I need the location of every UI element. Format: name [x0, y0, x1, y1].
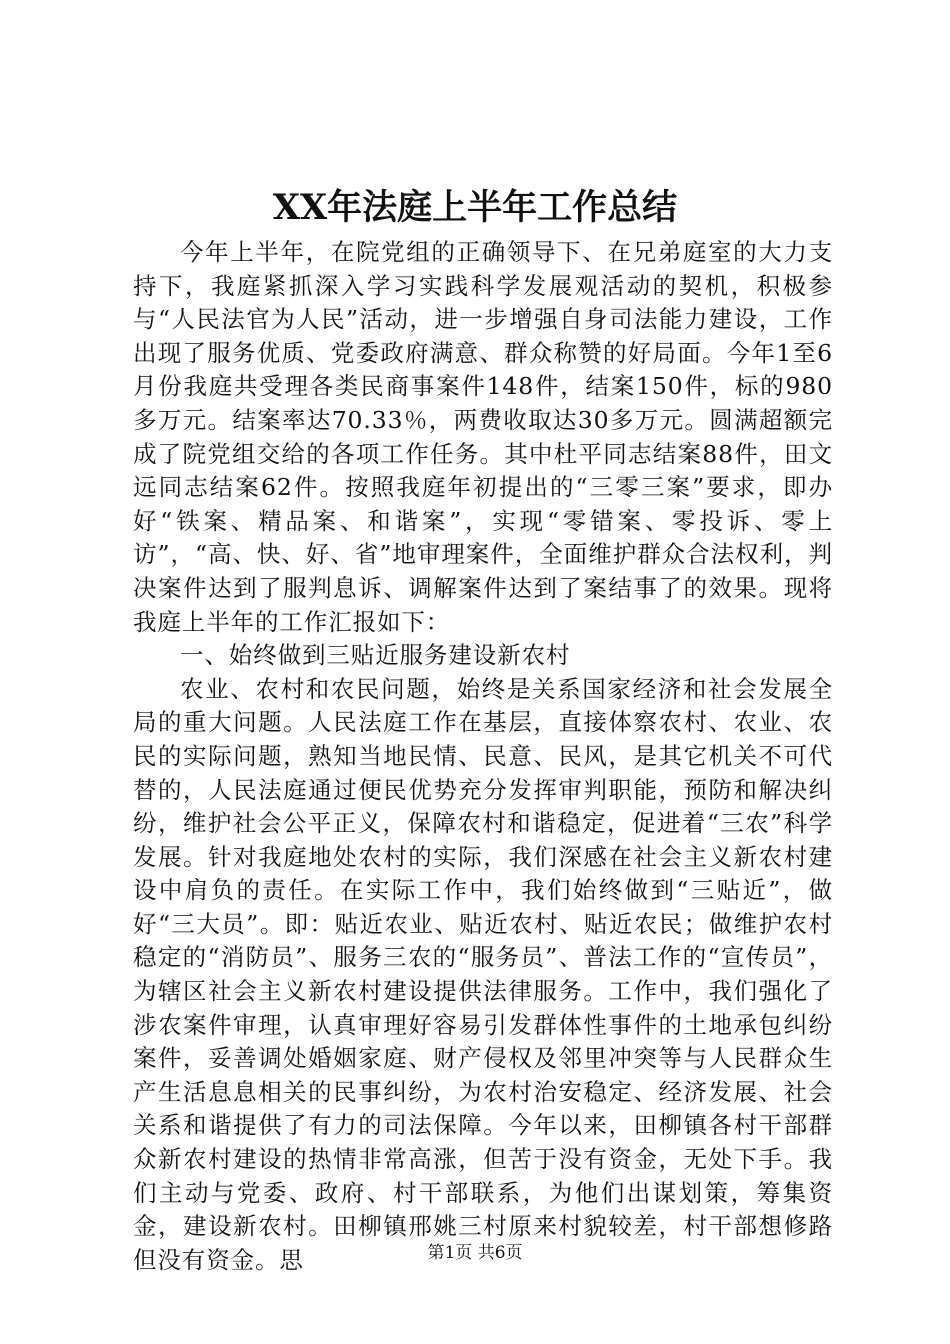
document-title: XX年法庭上半年工作总结 [272, 187, 678, 228]
page-footer: 第1页 共6页 [427, 1243, 523, 1263]
section-heading-1: 一、始终做到三贴近服务建设新农村 [180, 641, 571, 670]
paragraph-intro: 今年上半年，在院党组的正确领导下、在兄弟庭室的大力支持下，我庭紧抓深入学习实践科学发展观活动的契机，积极参与“人民法官为人民”活动，进一步增强自身司法能力建设，工作出现了服务优质、党委政府满意、群众称赞的好局面。今年1至6月份我庭共受理各类民商事案件148件，结案150件，标的980多万元。结案率达70.33％，两费收取达30多万元。圆满超额完成了院党组交给的各项工作任务。其中杜平同志结案88件，田文远同志结案62件。按照我庭年初提出的“三零三案”要求，即办好“铁案、精品案、和谐案”，实现“零错案、零投诉、零上访”，“高、快、好、省”地审理案件，全面维护群众合法权利，判决案件达到了服判息诉、调解案件达到了案结事了的效果。现将我庭上半年的工作汇报如下： [133, 238, 833, 636]
document-body [133, 236, 833, 1277]
paragraph-section-1: 农业、农村和农民问题，始终是关系国家经济和社会发展全局的重大问题。人民法庭工作在基层，直接体察农村、农业、农民的实际问题，熟知当地民情、民意、民风，是其它机关不可代替的，人民法庭通过便民优势充分发挥审判职能，预防和解决纠纷，维护社会公平正义，保障农村和谐稳定，促进着“三农”科学发展。针对我庭地处农村的实际，我们深感在社会主义新农村建设中肩负的责任。在实际工作中，我们始终做到“三贴近”，做好“三大员”。即：贴近农业、贴近农村、贴近农民；做维护农村稳定的“消防员”、服务三农的“服务员”、普法工作的“宣传员”，为辖区社会主义新农村建设提供法律服务。工作中，我们强化了涉农案件审理，认真审理好容易引发群体性事件的土地承包纠纷案件，妥善调处婚姻家庭、财产侵权及邻里冲突等与人民群众生产生活息息相关的民事纠纷，为农村治安稳定、经济发展、社会关系和谐提供了有力的司法保障。今年以来，田柳镇各村干部群众新农村建设的热情非常高涨，但苦于没有资金，无处下手。我们主动与党委、政府、村干部联系，为他们出谋划策，筹集资金，建设新农村。田柳镇邢姚三村原来村貌较差，村干部想修路但没有资金。思 [133, 674, 833, 1274]
